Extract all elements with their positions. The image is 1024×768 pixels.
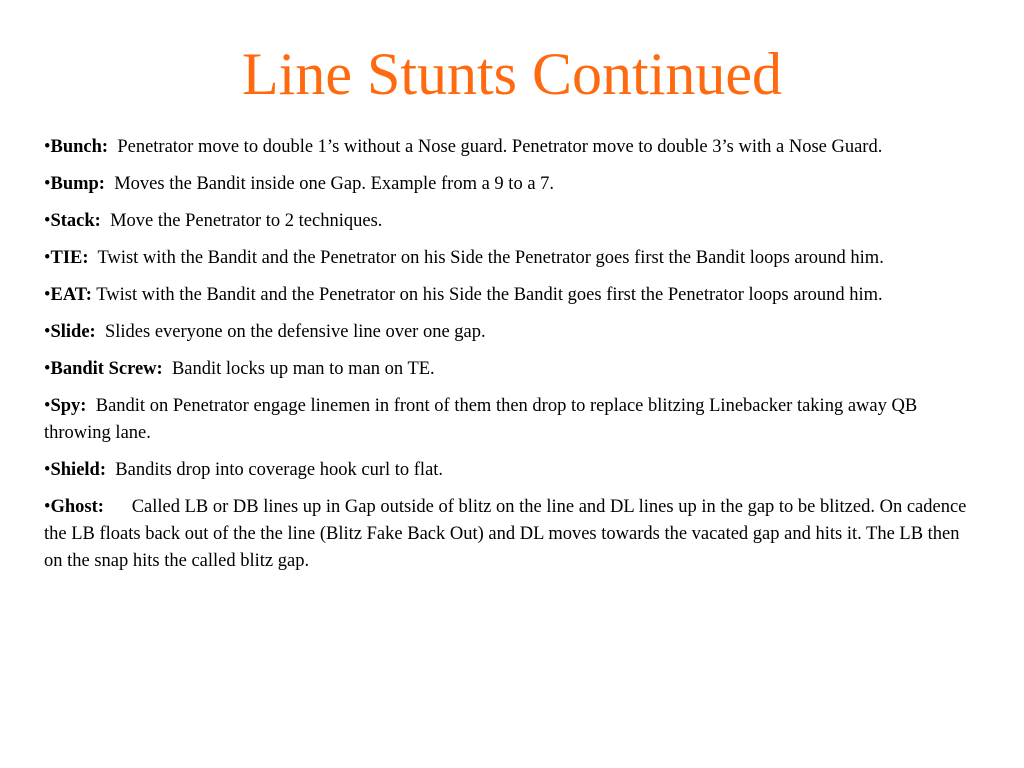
bullet-term: TIE: [50,248,89,268]
bullet-text: Bandits drop into coverage hook curl to flat. [115,460,444,480]
bullet-marker: • [44,137,51,157]
bullet-term: Bump: [50,174,105,194]
bullet-marker: • [44,396,51,416]
bullet-marker: • [44,174,51,194]
bullet-term: Slide: [50,322,96,342]
bullet-item-eat [44,282,979,309]
slide-title: Line Stunts Continued [242,41,782,107]
bullet-item-bunch [44,134,979,161]
bullet-marker: • [44,460,51,480]
bullet-separator [105,174,114,194]
bullet-item-bandit-screw [44,356,979,383]
bullet-item-tie [44,245,979,272]
bullet-text: Twist with the Bandit and the Penetrator on his Side the Penetrator goes first the Bandit loops around him. [97,248,884,268]
bullet-term: Spy: [50,396,87,416]
bullet-text: Bandit locks up man to man on TE. [171,359,435,379]
bullet-text: Moves the Bandit inside one Gap. Example from a 9 to a 7. [114,174,555,194]
bullet-term: Stack: [50,211,101,231]
bullet-separator [101,211,110,231]
bullet-separator [96,322,105,342]
bullet-item-ghost [44,494,979,575]
bullet-text: Bandit on Penetrator engage linemen in front of them then drop to replace blitzing Linebacker taking away QB throwing lane. [44,396,918,443]
bullet-text: Move the Penetrator to 2 techniques. [110,211,383,231]
bullet-marker: • [44,497,51,517]
bullet-item-stack [44,208,979,235]
bullet-item-spy [44,393,979,447]
bullet-list [44,134,979,585]
bullet-marker: • [44,285,51,305]
bullet-separator [86,396,95,416]
bullet-item-slide [44,319,979,346]
bullet-separator [108,137,117,157]
bullet-text: Twist with the Bandit and the Penetrator on his Side the Bandit goes first the Penetrator loops around him. [96,285,883,305]
bullet-separator [104,497,132,517]
bullet-separator [106,460,115,480]
bullet-term: Bunch: [50,137,109,157]
bullet-separator [163,359,172,379]
bullet-marker: • [44,248,51,268]
bullet-item-bump [44,171,979,198]
bullet-term: Ghost: [50,497,104,517]
bullet-term: Bandit Screw: [50,359,163,379]
bullet-text: Slides everyone on the defensive line over one gap. [104,322,486,342]
bullet-text: Penetrator move to double 1’s without a Nose guard. Penetrator move to double 3’s with a Nose Guard. [117,137,883,157]
bullet-text: Called LB or DB lines up in Gap outside of blitz on the line and DL lines up in the gap to be blitzed. On cadence the LB floats back out of the the line (Blitz Fake Back Out) and DL moves towards the vacated gap and hits it. The LB then on the snap hits the called blitz gap. [44,497,967,571]
bullet-marker: • [44,322,51,342]
bullet-term: Shield: [50,460,107,480]
bullet-item-shield [44,457,979,484]
bullet-term: EAT: [50,285,92,305]
bullet-marker: • [44,359,51,379]
bullet-marker: • [44,211,51,231]
